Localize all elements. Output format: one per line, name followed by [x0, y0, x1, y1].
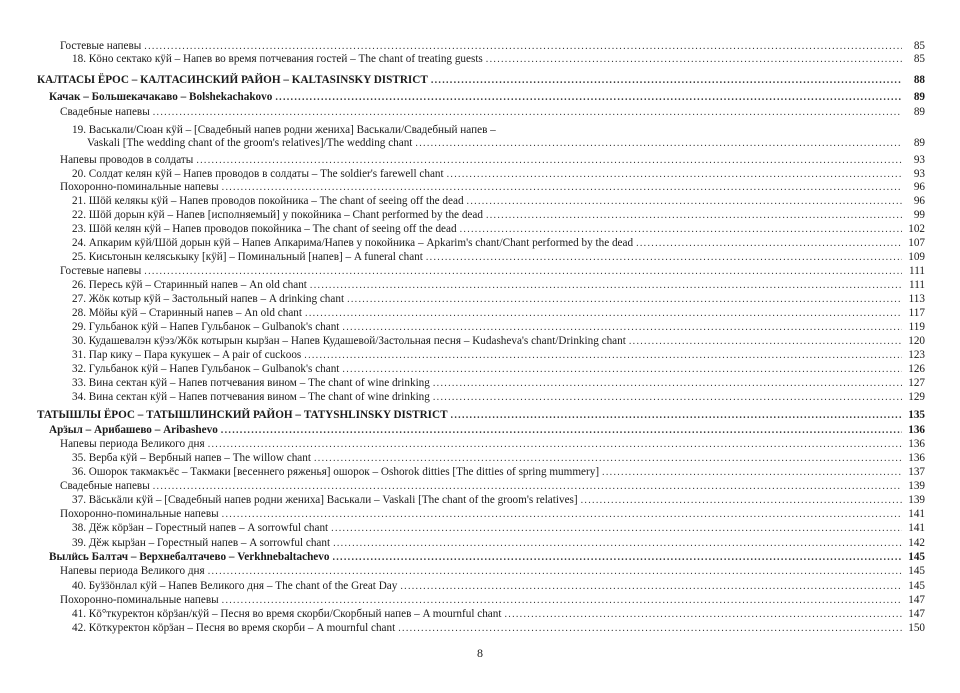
- toc-entry-page: 93: [913, 168, 925, 180]
- dot-leader: [467, 196, 902, 208]
- toc-entry[interactable]: [37, 236, 925, 250]
- toc-entry-page: 142: [908, 537, 925, 549]
- dot-leader: [310, 280, 902, 292]
- toc-entry-title: ТАТЫШЛЫ ЁРОС – ТАТЫШЛИНСКИЙ РАЙОН – TATYSHLINSKY DISTRICT: [37, 409, 448, 421]
- toc-entry[interactable]: [37, 451, 925, 465]
- dot-leader: [331, 523, 902, 535]
- toc-entry-page: 109: [908, 251, 925, 263]
- toc-entry-title: Похоронно-поминальные напевы: [60, 181, 219, 193]
- dot-leader: [460, 224, 902, 236]
- toc-entry[interactable]: [37, 250, 925, 264]
- dot-leader: [275, 92, 902, 104]
- toc-entry-page: 93: [913, 154, 925, 166]
- dot-leader: [221, 425, 902, 437]
- toc-entry-title: 22. Шӧй дорын кӱй – Напев [исполняемый] у покойника – Chant performed by the dead: [72, 209, 483, 221]
- toc-entry-title: 32. Гульбанок кӱй – Напев Гульбанок – Gulbanok's chant: [72, 363, 340, 375]
- toc-entry-page: 136: [908, 452, 925, 464]
- dot-leader: [347, 294, 902, 306]
- toc-entry-title: 25. Кисьтонын келяськыку [кӱй] – Поминальный [напев] – A funeral chant: [72, 251, 423, 263]
- toc-entry-title: 34. Вина сектан кӱй – Напев потчевания вином – The chant of wine drinking: [72, 391, 430, 403]
- toc-entry-title: Свадебные напевы: [60, 106, 150, 118]
- toc-entry-page: 141: [908, 508, 925, 520]
- toc-entry[interactable]: [37, 292, 925, 306]
- toc-entry-title: Vaskali [The wedding chant of the groom's relatives]/The wedding chant: [87, 137, 413, 149]
- toc-entry[interactable]: [37, 306, 925, 320]
- toc-entry-title: 37. Вӓськӓли кӱй – [Свадебный напев родни жениха] Васькали – Vaskali [The chant of the groom's relatives]: [72, 494, 578, 506]
- toc-entry-page: 145: [908, 551, 925, 563]
- toc-entry-title: 35. Верба кӱй – Вербный напев – The willow chant: [72, 452, 311, 464]
- dot-leader: [415, 138, 902, 150]
- toc-entry-page: 85: [913, 53, 925, 65]
- dot-leader: [222, 595, 902, 607]
- toc-entry[interactable]: [37, 264, 925, 278]
- dot-leader: [486, 54, 902, 66]
- toc-entry-title: Похоронно-поминальные напевы: [60, 594, 219, 606]
- toc-entry[interactable]: [37, 52, 925, 66]
- toc-entry[interactable]: [37, 593, 925, 607]
- dot-leader: [153, 107, 902, 119]
- dot-leader: [629, 336, 902, 348]
- dot-leader: [304, 350, 902, 362]
- toc-entry-title: 21. Шӧй келякы кӱй – Напев проводов покойника – The chant of seeing off the dead: [72, 195, 464, 207]
- toc-entry-page: 145: [908, 580, 925, 592]
- toc-entry-title: 31. Пар кику – Пара кукушек – A pair of cuckoos: [72, 349, 302, 361]
- dot-leader: [208, 439, 902, 451]
- toc-entry-page: 129: [908, 391, 925, 403]
- toc-entry[interactable]: [37, 550, 925, 564]
- toc-entry-page: 89: [913, 137, 925, 149]
- dot-leader: [196, 155, 902, 167]
- toc-entry[interactable]: [37, 423, 925, 437]
- toc-entry-page: 102: [908, 223, 925, 235]
- toc-entry-page: 139: [908, 480, 925, 492]
- dot-leader: [451, 410, 902, 422]
- page-number: 8: [477, 646, 483, 660]
- dot-leader: [431, 75, 902, 87]
- toc-entry[interactable]: [37, 123, 925, 137]
- toc-entry-page: 89: [913, 91, 925, 103]
- dot-leader: [332, 552, 902, 564]
- toc-entry-title: 42. Кӧткуректон кӧрӟан – Песня во время скорби – A mournful chant: [72, 622, 396, 634]
- toc-entry[interactable]: [37, 621, 925, 635]
- toc-entry-title: Арӟыл – Арибашево – Aribashevo: [49, 424, 218, 436]
- toc-entry[interactable]: [37, 136, 925, 150]
- toc-entry-title: 40. Буӟӟӧнлал кӱй – Напев Великого дня – The chant of the Great Day: [72, 580, 398, 592]
- toc-entry[interactable]: [37, 437, 925, 451]
- toc-entry-title: 30. Кудашевалэн кӱэз/Жӧк котырын кырӟан – Напев Кудашевой/Застольная песня – Kudasheva's chant/Drinking chant: [72, 335, 626, 347]
- toc-entry-page: 123: [908, 349, 925, 361]
- toc-entry-title: Напевы периода Великого дня: [60, 565, 205, 577]
- toc-entry-page: 139: [908, 494, 925, 506]
- toc-entry[interactable]: [37, 167, 925, 181]
- toc-entry[interactable]: [37, 607, 925, 621]
- toc-entry[interactable]: [37, 278, 925, 292]
- toc-entry[interactable]: [37, 194, 925, 208]
- toc-entry-page: 96: [913, 195, 925, 207]
- dot-leader: [144, 266, 902, 278]
- toc-entry-title: Напевы периода Великого дня: [60, 438, 205, 450]
- toc-entry-title: КАЛТАСЫ ЁРОС – КАЛТАСИНСКИЙ РАЙОН – KALTASINSKY DISTRICT: [37, 74, 428, 86]
- toc-entry-page: 136: [908, 424, 925, 436]
- dot-leader: [581, 495, 902, 507]
- dot-leader: [398, 623, 902, 635]
- dot-leader: [400, 581, 902, 593]
- toc-entry[interactable]: [37, 39, 925, 53]
- toc-entry[interactable]: [37, 564, 925, 578]
- toc-entry[interactable]: [37, 90, 925, 104]
- dot-leader: [426, 252, 902, 264]
- toc-entry-title: 20. Солдат келян кӱй – Напев проводов в солдаты – The soldier's farewell chant: [72, 168, 444, 180]
- toc-entry[interactable]: [37, 208, 925, 222]
- toc-entry[interactable]: [37, 376, 925, 390]
- toc-entry[interactable]: [37, 479, 925, 493]
- toc-entry[interactable]: [37, 73, 925, 87]
- dot-leader: [208, 566, 902, 578]
- dot-leader: [333, 538, 902, 550]
- dot-leader: [314, 453, 902, 465]
- toc-entry-page: 89: [913, 106, 925, 118]
- toc-entry-title: Свадебные напевы: [60, 480, 150, 492]
- toc-entry-page: 127: [908, 377, 925, 389]
- dot-leader: [342, 322, 902, 334]
- toc-entry-title: 39. Дӗж кырӟан – Горестный напев – A sorrowful chant: [72, 537, 331, 549]
- toc-entry-page: 107: [908, 237, 925, 249]
- toc-entry-title: 29. Гульбанок кӱй – Напев Гульбанок – Gulbanok's chant: [72, 321, 340, 333]
- toc-entry-title: 18. Кӧно сектако кӱй – Напев во время потчевания гостей – The chant of treating guests: [72, 53, 483, 65]
- dot-leader: [636, 238, 902, 250]
- toc-entry[interactable]: [37, 348, 925, 362]
- toc-entry-page: 99: [913, 209, 925, 221]
- toc-entry-page: 120: [908, 335, 925, 347]
- toc-entry-title: 33. Вина сектан кӱй – Напев потчевания вином – The chant of wine drinking: [72, 377, 430, 389]
- toc-entry[interactable]: [37, 153, 925, 167]
- toc-entry[interactable]: [37, 493, 925, 507]
- toc-entry-title: Вылӥсь Балтач – Верхнебалтачево – Verkhnebaltachevo: [49, 551, 330, 563]
- toc-entry[interactable]: [37, 579, 925, 593]
- toc-entry-title: 24. Апкарим кӱй/Шӧй дорын кӱй – Напев Апкарима/Напев у покойника – Apkarim's chant/Chant performed by the dead: [72, 237, 634, 249]
- toc-entry-title: 38. Дӗж кӧрӟан – Горестный напев – A sorrowful chant: [72, 522, 329, 534]
- toc-entry-title: Похоронно-поминальные напевы: [60, 508, 219, 520]
- toc-entry-page: 137: [908, 466, 925, 478]
- toc-entry-page: 141: [908, 522, 925, 534]
- toc-entry-page: 136: [908, 438, 925, 450]
- dot-leader: [486, 210, 902, 222]
- toc-entry-page: 85: [913, 40, 925, 52]
- toc-entry-title: 41. Кӧ°ткуректон кӧрӟан/кӱй – Песня во время скорби/Скорбный напев – A mournful chant: [72, 608, 502, 620]
- toc-entry[interactable]: [37, 105, 925, 119]
- toc-entry-title: 23. Шӧй келян кӱй – Напев проводов покойника – The chant of seeing off the dead: [72, 223, 457, 235]
- toc-entry[interactable]: [37, 408, 925, 422]
- toc-entry-page: 88: [913, 74, 925, 86]
- toc-entry-page: 150: [908, 622, 925, 634]
- toc-entry-title: Гостевые напевы: [60, 40, 142, 52]
- toc-entry[interactable]: [37, 180, 925, 194]
- toc-entry[interactable]: [37, 536, 925, 550]
- toc-entry-page: 111: [909, 265, 925, 277]
- dot-leader: [504, 609, 902, 621]
- dot-leader: [433, 392, 902, 404]
- dot-leader: [342, 364, 902, 376]
- toc-entry[interactable]: [37, 507, 925, 521]
- toc-entry[interactable]: [37, 362, 925, 376]
- dot-leader: [222, 182, 902, 194]
- toc-entry-title: Качак – Большекачакаво – Bolshekachakovo: [49, 91, 273, 103]
- dot-leader: [305, 308, 902, 320]
- toc-entry-page: 117: [908, 307, 925, 319]
- toc-entry[interactable]: [37, 521, 925, 535]
- toc-entry-page: 113: [908, 293, 925, 305]
- toc-entry[interactable]: [37, 222, 925, 236]
- toc-entry-page: 145: [908, 565, 925, 577]
- toc-entry-page: 135: [908, 409, 925, 421]
- toc-entry-title: 36. Ошорок такмакъёс – Такмаки [весеннего ряженья] ошорок – Oshorok ditties [The ditties of spring mummery]: [72, 466, 600, 478]
- toc-entry-title: 19. Васькали/Сюан кӱй – [Свадебный напев родни жениха] Васькали/Свадебный напев –: [72, 124, 496, 136]
- toc-entry-page: 111: [909, 279, 925, 291]
- dot-leader: [602, 467, 902, 479]
- dot-leader: [433, 378, 902, 390]
- toc-entry-title: Гостевые напевы: [60, 265, 142, 277]
- toc-entry-title: 27. Жӧк котыр кӱй – Застольный напев – A drinking chant: [72, 293, 345, 305]
- dot-leader: [222, 509, 902, 521]
- toc-entry-page: 147: [908, 608, 925, 620]
- toc-entry-title: Напевы проводов в солдаты: [60, 154, 194, 166]
- toc-entry[interactable]: [37, 320, 925, 334]
- toc-entry[interactable]: [37, 390, 925, 404]
- toc-entry-page: 147: [908, 594, 925, 606]
- toc-entry[interactable]: [37, 334, 925, 348]
- dot-leader: [153, 481, 902, 493]
- toc-entry-title: 28. Мӧйы кӱй – Старинный напев – An old chant: [72, 307, 303, 319]
- toc-entry[interactable]: [37, 465, 925, 479]
- toc-entry-page: 119: [908, 321, 925, 333]
- toc-entry-page: 96: [913, 181, 925, 193]
- toc-entry-title: 26. Пересь кӱй – Старинный напев – An old chant: [72, 279, 307, 291]
- toc-entry-page: 126: [908, 363, 925, 375]
